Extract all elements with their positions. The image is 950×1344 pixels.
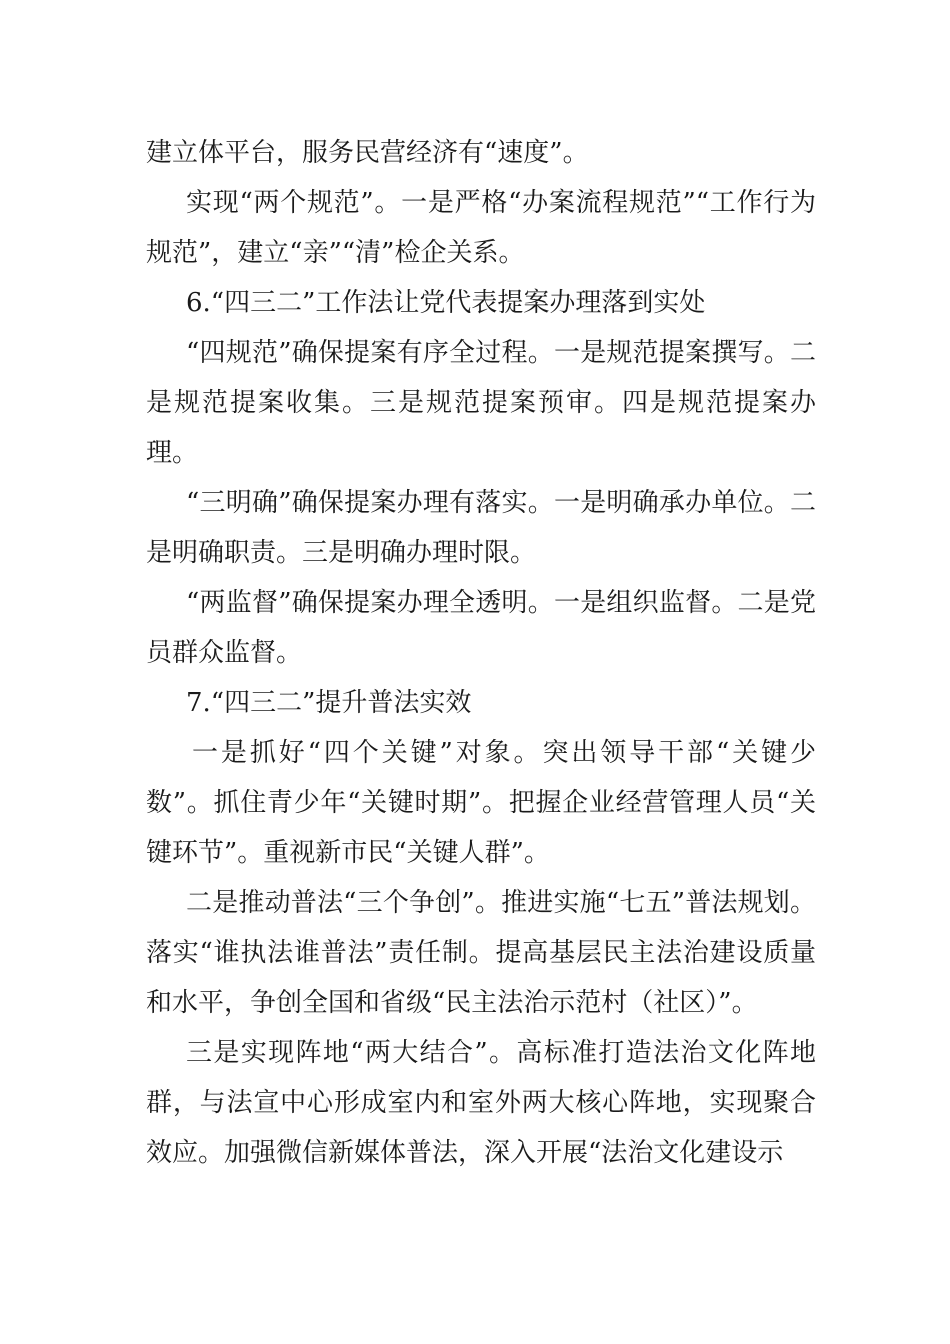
paragraph-2: 实现“两个规范”。一是严格“办案流程规范”“工作行为规范”，建立“亲”“清”检企关系。 <box>146 188 816 268</box>
document-body <box>146 128 816 1178</box>
paragraph-6: 一是抓好“四个关键”对象。突出领导干部“关键少数”。抓住青少年“关键时期”。把握企业经营管理人员“关键环节”。重视新市民“关键人群”。 <box>146 738 816 868</box>
paragraph-8: 三是实现阵地“两大结合”。高标准打造法治文化阵地群，与法宣中心形成室内和室外两大核心阵地，实现聚合效应。加强微信新媒体普法，深入开展“法治文化建设示 <box>146 1038 816 1168</box>
paragraph-4: “三明确”确保提案办理有落实。一是明确承办单位。二是明确职责。三是明确办理时限。 <box>146 488 816 568</box>
section-heading-7: 7.“四三二”提升普法实效 <box>186 688 472 718</box>
paragraph-1: 建立体平台，服务民营经济有“速度”。 <box>146 138 589 168</box>
paragraph-7: 二是推动普法“三个争创”。推进实施“七五”普法规划。落实“谁执法谁普法”责任制。提高基层民主法治建设质量和水平，争创全国和省级“民主法治示范村（社区）”。 <box>146 888 816 1018</box>
paragraph-5: “两监督”确保提案办理全透明。一是组织监督。二是党员群众监督。 <box>146 588 816 668</box>
paragraph-3: “四规范”确保提案有序全过程。一是规范提案撰写。二是规范提案收集。三是规范提案预审。四是规范提案办理。 <box>146 338 816 468</box>
section-heading-6: 6.“四三二”工作法让党代表提案办理落到实处 <box>186 288 706 318</box>
